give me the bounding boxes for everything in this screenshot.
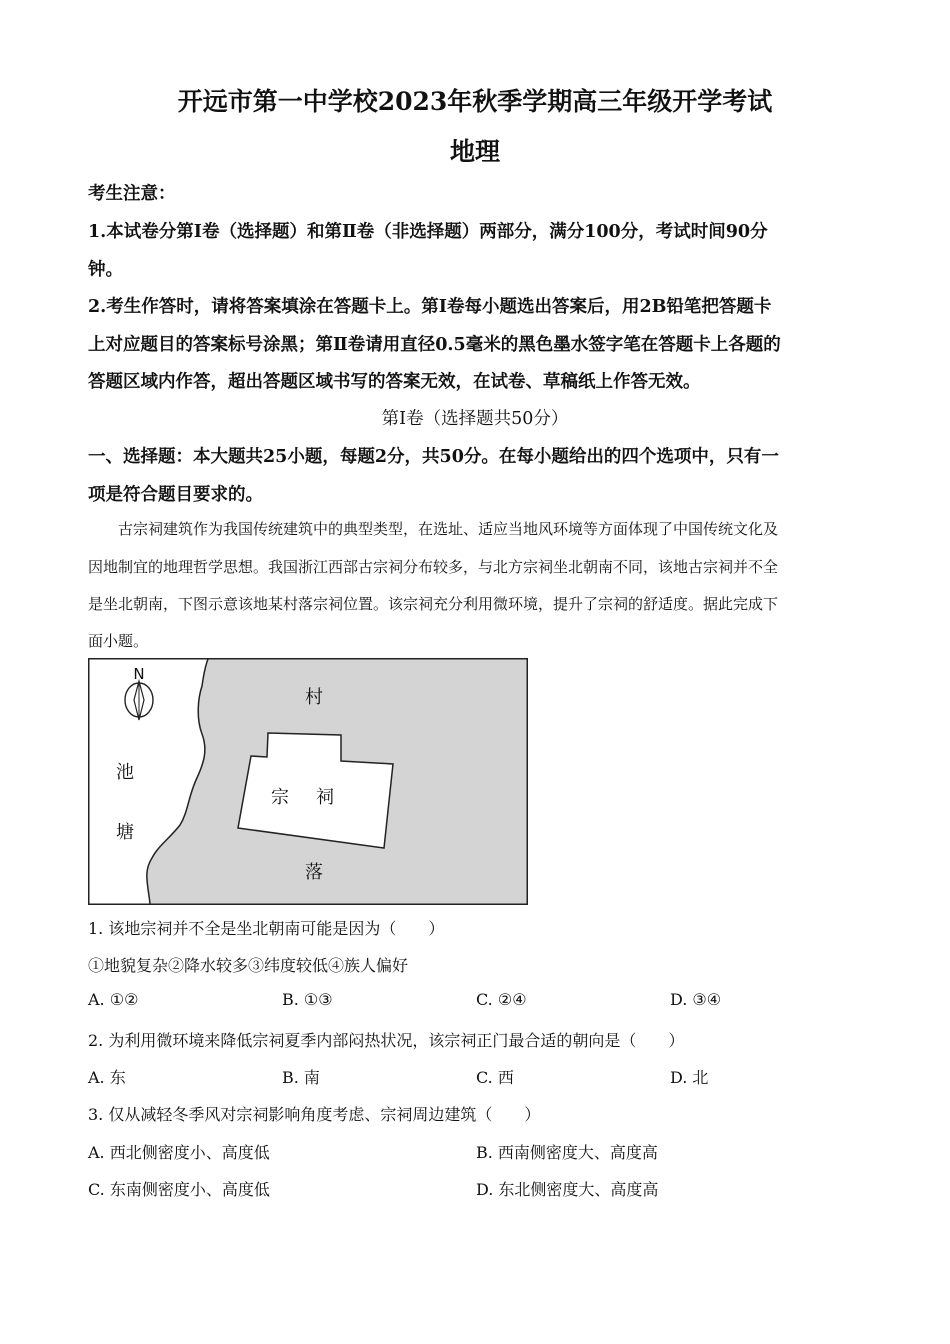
option-c: C. 西 <box>476 1068 514 1087</box>
notice-line: 1.本试卷分第Ⅰ卷（选择题）和第Ⅱ卷（非选择题）两部分，满分100分，考试时间90分 <box>88 222 768 242</box>
passage-line: 面小题。 <box>88 632 149 650</box>
subject-title: 地理 <box>449 137 500 166</box>
option-a: A. ①② <box>88 990 139 1009</box>
question-stem: 2. 为利用微环境来降低宗祠夏季内部闷热状况，该宗祠正门最合适的朝向是（ ） <box>88 1031 685 1050</box>
pond-label: 塘 <box>116 822 134 843</box>
notice-line: 上对应题目的答案标号涂黑；第Ⅱ卷请用直径0.5毫米的黑色墨水签字笔在答题卡上各题的 <box>88 335 781 355</box>
option-d: D. ③④ <box>670 990 722 1009</box>
section-instruction: 一、选择题：本大题共25小题，每题2分，共50分。在每小题给出的四个选项中，只有一 <box>88 447 779 467</box>
north-label: N <box>133 665 145 683</box>
north-arrow-icon <box>125 681 153 720</box>
option-b: B. 西南侧密度大、高度高 <box>476 1143 658 1162</box>
option-a: A. 东 <box>88 1068 126 1087</box>
question-stem: 3. 仅从减轻冬季风对宗祠影响角度考虑、宗祠周边建筑（ ） <box>88 1105 541 1124</box>
map-svg <box>88 658 528 905</box>
notice-line: 2.考生作答时，请将答案填涂在答题卡上。第Ⅰ卷每小题选出答案后，用2B铅笔把答题卡 <box>88 297 772 317</box>
option-c: C. 东南侧密度小、高度低 <box>88 1180 270 1199</box>
option-c: C. ②④ <box>476 990 527 1009</box>
pond-label: 池 <box>116 762 134 783</box>
passage-line: 因地制宜的地理哲学思想。我国浙江西部古宗祠分布较多，与北方宗祠坐北朝南不同，该地古宗祠并不全 <box>88 558 779 576</box>
option-b: B. ①③ <box>282 990 333 1009</box>
village-label: 村 <box>305 687 323 708</box>
temple-location-map <box>88 658 528 905</box>
village-label: 落 <box>305 862 323 883</box>
option-a: A. 西北侧密度小、高度低 <box>88 1143 270 1162</box>
section-instruction: 项是符合题目要求的。 <box>88 485 263 505</box>
question-stem: 1. 该地宗祠并不全是坐北朝南可能是因为（ ） <box>88 919 445 938</box>
option-d: D. 北 <box>670 1068 709 1087</box>
option-b: B. 南 <box>282 1068 320 1087</box>
passage-line: 是坐北朝南，下图示意该地某村落宗祠位置。该宗祠充分利用微环境，提升了宗祠的舒适度。据此完成下 <box>88 595 779 613</box>
notice-line: 答题区域内作答，超出答题区域书写的答案无效，在试卷、草稿纸上作答无效。 <box>88 372 701 392</box>
option-d: D. 东北侧密度大、高度高 <box>476 1180 659 1199</box>
notice-heading: 考生注意： <box>88 184 176 204</box>
passage-line: 古宗祠建筑作为我国传统建筑中的典型类型，在选址、适应当地风环境等方面体现了中国传统文化及 <box>118 520 779 538</box>
notice-line: 钟。 <box>88 260 123 280</box>
section-title: 第Ⅰ卷（选择题共50分） <box>381 409 569 429</box>
temple-label: 祠 <box>316 787 334 808</box>
temple-label: 宗 <box>271 787 289 808</box>
question-note: ①地貌复杂②降水较多③纬度较低④族人偏好 <box>88 956 409 975</box>
exam-title: 开远市第一中学校2023年秋季学期高三年级开学考试 <box>177 87 773 116</box>
